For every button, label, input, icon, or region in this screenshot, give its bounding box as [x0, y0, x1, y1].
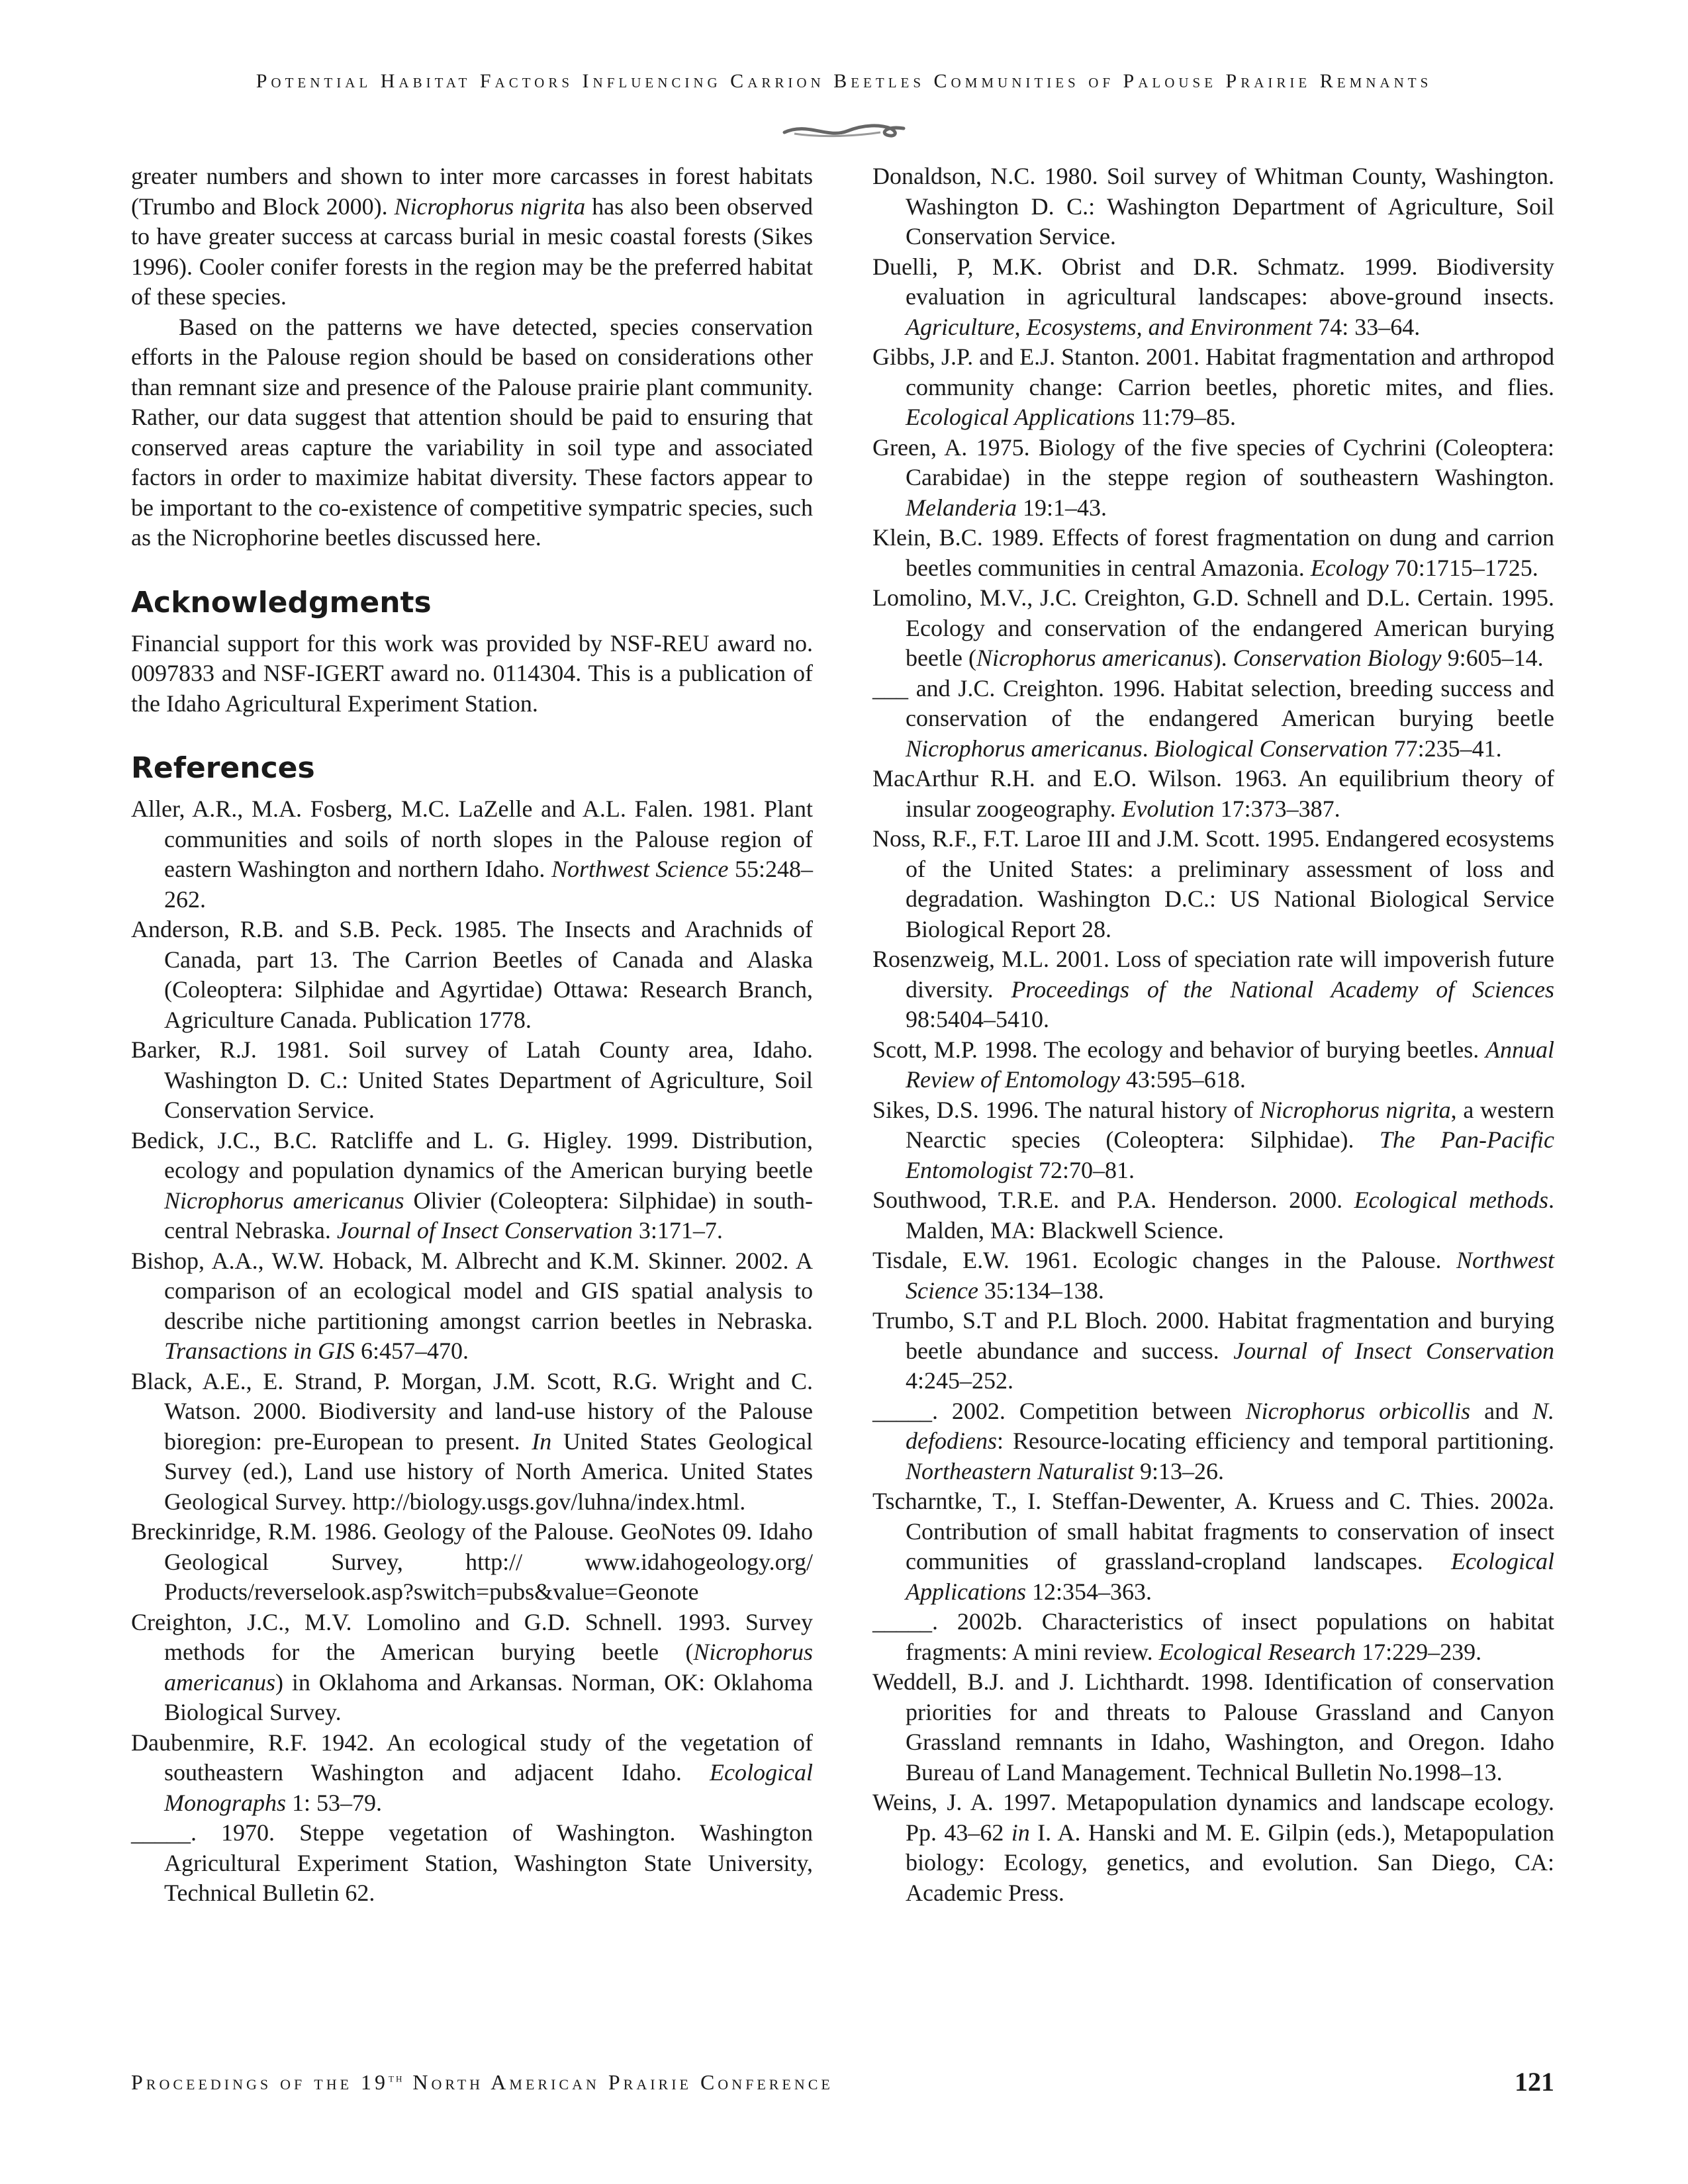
reference-entry: Breckinridge, R.M. 1986. Geology of the Palouse. GeoNotes 09. Idaho Geological Survey, http:// www.idahogeology.org/ Products/reverselook.asp?switch=pubs&value=Geonote [131, 1518, 813, 1605]
reference-entry: Lomolino, M.V., J.C. Creighton, G.D. Schnell and D.L. Certain. 1995. Ecology and conservation of the endangered American burying beetle (Nicrophorus americanus). Conservation Biology 9:605–14. [872, 584, 1554, 671]
acknowledgments-text: Financial support for this work was provided by NSF-REU award no. 0097833 and NSF-IGERT award no. 0114304. This is a publication of the Idaho Agricultural Experiment Station. [131, 629, 813, 717]
reference-entry: Creighton, J.C., M.V. Lomolino and G.D. Schnell. 1993. Survey methods for the American burying beetle (Nicrophorus americanus) in Oklahoma and Arkansas. Norman, OK: Oklahoma Biological Survey. [131, 1608, 813, 1725]
references-heading: References [131, 751, 315, 785]
reference-entry: Aller, A.R., M.A. Fosberg, M.C. LaZelle and A.L. Falen. 1981. Plant communities and soils of north slopes in the Palouse region of eastern Washington and northern Idaho. Northwest Science 55:248–262. [131, 796, 813, 913]
reference-entry: Noss, R.F., F.T. Laroe III and J.M. Scott. 1995. Endangered ecosystems of the United States: a preliminary assessment of loss and degradation. Washington D.C.: US National Biological Service Biological Report 28. [872, 825, 1554, 942]
reference-entry: Green, A. 1975. Biology of the five species of Cychrini (Coleoptera: Carabidae) in the steppe region of southeastern Washington. Melanderia 19:1–43. [872, 433, 1554, 521]
reference-entry: Bedick, J.C., B.C. Ratcliffe and L. G. Higley. 1999. Distribution, ecology and population dynamics of the American burying beetle Nicrophorus americanus Olivier (Coleoptera: Silphidae) in south-central Nebraska. Journal of Insect Conservation 3:171–7. [131, 1126, 813, 1244]
reference-entry: Gibbs, J.P. and E.J. Stanton. 2001. Habitat fragmentation and arthropod community change: Carrion beetles, phoretic mites, and flies. Ecological Applications 11:79–85. [872, 343, 1554, 430]
left-column [131, 161, 813, 1909]
body-paragraph-1: greater numbers and shown to inter more carcasses in forest habitats (Trumbo and Block 2000). Nicrophorus nigrita has also been observed to have greater success at carcass burial in mesic coastal forests (Sikes 1996). Cooler conifer forests in the region may be the preferred habitat of these species. [131, 163, 813, 310]
reference-entry: _____. 1970. Steppe vegetation of Washington. Washington Agricultural Experiment Station, Washington State University, Technical Bulletin 62. [131, 1819, 813, 1906]
reference-entry: ___ and J.C. Creighton. 1996. Habitat selection, breeding success and conservation of the endangered American burying beetle Nicrophorus americanus. Biological Conservation 77:235–41. [872, 674, 1554, 762]
right-column [872, 161, 1554, 1908]
references-list-left [131, 794, 813, 1909]
reference-entry: Tisdale, E.W. 1961. Ecologic changes in the Palouse. Northwest Science 35:134–138. [872, 1247, 1554, 1304]
reference-entry: Weins, J. A. 1997. Metapopulation dynamics and landscape ecology. Pp. 43–62 in I. A. Hanski and M. E. Gilpin (eds.), Metapopulation biology: Ecology, genetics, and evolution. San Diego, CA: Academic Press. [872, 1789, 1554, 1906]
reference-entry: Rosenzweig, M.L. 2001. Loss of speciation rate will impoverish future diversity. Proceedings of the National Academy of Sciences 98:5404–5410. [872, 946, 1554, 1032]
reference-entry: Southwood, T.R.E. and P.A. Henderson. 2000. Ecological methods. Malden, MA: Blackwell Science. [872, 1187, 1554, 1244]
page-number: 121 [1515, 2067, 1554, 2097]
reference-entry: _____. 2002. Competition between Nicrophorus orbicollis and N. defodiens: Resource-locating efficiency and temporal partitioning. Northeastern Naturalist 9:13–26. [872, 1397, 1554, 1484]
running-head: Potential Habitat Factors Influencing Carrion Beetles Communities of Palouse Prairie Remnants [256, 70, 1432, 92]
reference-entry: Donaldson, N.C. 1980. Soil survey of Whitman County, Washington. Washington D. C.: Washington Department of Agriculture, Soil Conservation Service. [872, 163, 1554, 250]
reference-entry: _____. 2002b. Characteristics of insect populations on habitat fragments: A mini review. Ecological Research 17:229–239. [872, 1608, 1554, 1665]
reference-entry: Tscharntke, T., I. Steffan-Dewenter, A. Kruess and C. Thies. 2002a. Contribution of small habitat fragments to conservation of insect communities of grassland-cropland landscapes. Ecological Applications 12:354–363. [872, 1488, 1554, 1605]
references-list-right [872, 161, 1554, 1908]
reference-entry: Klein, B.C. 1989. Effects of forest fragmentation on dung and carrion beetles communities in central Amazonia. Ecology 70:1715–1725. [872, 524, 1554, 581]
reference-entry: Daubenmire, R.F. 1942. An ecological study of the vegetation of southeastern Washington and adjacent Idaho. Ecological Monographs 1: 53–79. [131, 1729, 813, 1816]
footer-conference-title: Proceedings of the 19th North American Prairie Conference [131, 2070, 833, 2094]
reference-entry: Sikes, D.S. 1996. The natural history of Nicrophorus nigrita, a western Nearctic species (Coleoptera: Silphidae). The Pan-Pacific Entomologist 72:70–81. [872, 1096, 1555, 1183]
acknowledgments-heading: Acknowledgments [131, 585, 432, 619]
reference-entry: Bishop, A.A., W.W. Hoback, M. Albrecht and K.M. Skinner. 2002. A comparison of an ecological model and GIS spatial analysis to describe niche partitioning amongst carrion beetles in Nebraska. Transactions in GIS 6:457–470. [131, 1247, 813, 1364]
body-paragraph-2: Based on the patterns we have detected, species conservation efforts in the Palouse region should be based on considerations other than remnant size and presence of the Palouse prairie plant community. Rather, our data suggest that attention should be paid to ensuring that conserved areas capture the variability in soil type and associated factors in order to maximize habitat diversity. These factors appear to be important to the co-existence of competitive sympatric species, such as the Nicrophorine beetles discussed here. [131, 313, 813, 551]
reference-entry: Anderson, R.B. and S.B. Peck. 1985. The Insects and Arachnids of Canada, part 13. The Carrion Beetles of Canada and Alaska (Coleoptera: Silphidae and Agyrtidae) Ottawa: Research Branch, Agriculture Canada. Publication 1778. [131, 916, 813, 1033]
reference-entry: Duelli, P, M.K. Obrist and D.R. Schmatz. 1999. Biodiversity evaluation in agricultural landscapes: above-ground insects. Agriculture, Ecosystems, and Environment 74: 33–64. [872, 253, 1554, 340]
reference-entry: Weddell, B.J. and J. Lichthardt. 1998. Identification of conservation priorities for and threats to Palouse Grassland and Canyon Grassland remnants in Idaho, Washington, and Oregon. Idaho Bureau of Land Management. Technical Bulletin No.1998–13. [872, 1668, 1554, 1786]
reference-entry: Barker, R.J. 1981. Soil survey of Latah County area, Idaho. Washington D. C.: United States Department of Agriculture, Soil Conservation Service. [131, 1036, 813, 1123]
reference-entry: Trumbo, S.T and P.L Bloch. 2000. Habitat fragmentation and burying beetle abundance and success. Journal of Insect Conservation 4:245–252. [872, 1307, 1554, 1394]
reference-entry: MacArthur R.H. and E.O. Wilson. 1963. An equilibrium theory of insular zoogeography. Evolution 17:373–387. [872, 765, 1554, 822]
ornament-flourish-icon [781, 119, 907, 142]
reference-entry: Scott, M.P. 1998. The ecology and behavior of burying beetles. Annual Review of Entomology 43:595–618. [872, 1036, 1554, 1093]
reference-entry: Black, A.E., E. Strand, P. Morgan, J.M. Scott, R.G. Wright and C. Watson. 2000. Biodiversity and land-use history of the Palouse bioregion: pre-European to present. In United States Geological Survey (ed.), Land use history of North America. United States Geological Survey. http://biology.usgs.gov/luhna/index.html. [131, 1367, 813, 1515]
